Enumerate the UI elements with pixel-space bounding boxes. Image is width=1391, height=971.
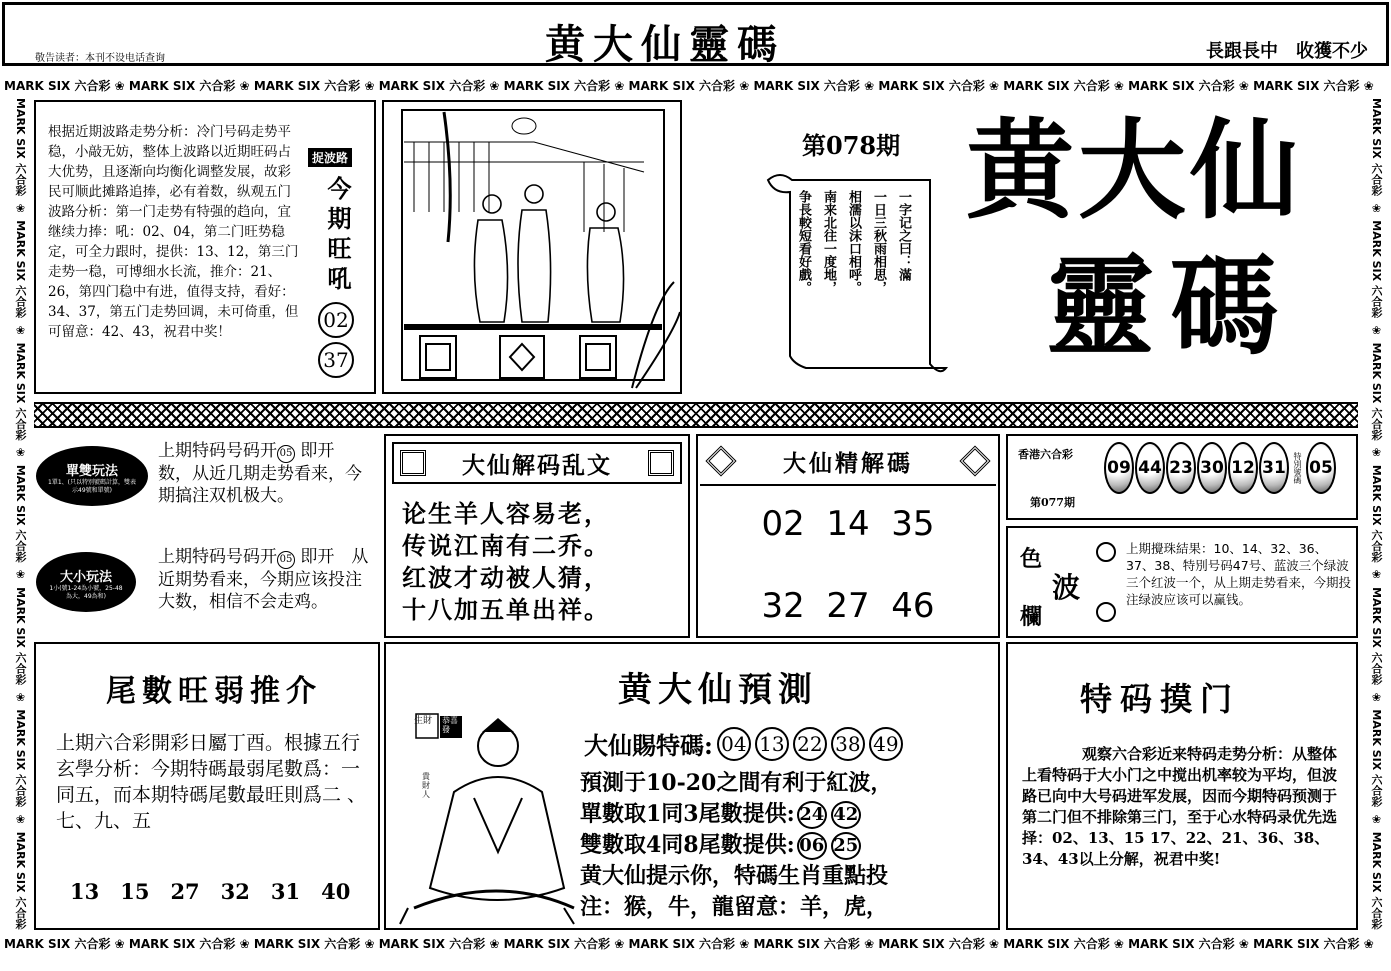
precise-row-2: 32 27 46 <box>761 586 935 626</box>
border-label: MARK SIX 六合彩 <box>14 464 27 563</box>
border-label: MARK SIX 六合彩 <box>753 79 860 93</box>
gift-number-1: 04 <box>717 727 751 761</box>
riddle-box <box>384 434 690 638</box>
wave-tag: 捉波路 <box>308 148 352 167</box>
flower-icon: ❀ <box>235 79 254 93</box>
color-wave-text: 上期攪珠結果：10、14、32、36、37、38、特別号码47号、蓝波三个绿波三个红波一个，从上期走势看来，今期投注绿波应该可以赢钱。 <box>1126 541 1352 607</box>
flower-icon: ❀ <box>1359 937 1374 951</box>
riddle-line-2: 传说江南有二乔。 <box>402 531 610 560</box>
riddle-lines <box>402 498 610 626</box>
border-label: MARK SIX 六合彩 <box>1370 220 1383 318</box>
flower-icon: ❀ <box>984 79 1004 93</box>
border-label: MARK SIX 六合彩 <box>753 937 860 951</box>
border-label: MARK SIX 六合彩 <box>878 937 985 951</box>
odd-number-1: 24 <box>797 801 827 829</box>
big-small-badge-note: 1小(號1-24為小號，25-48為大，49為和) <box>49 585 123 600</box>
predict-gift-row <box>584 726 903 761</box>
pattern-divider <box>34 402 1358 428</box>
circle-icon-bottom <box>1096 602 1116 622</box>
flower-icon: ❀ <box>610 79 629 93</box>
tail-numbers: 13 15 27 32 31 40 <box>70 879 351 904</box>
wave-number-2: 37 <box>318 342 354 378</box>
flower-icon: ❀ <box>360 79 379 93</box>
predict-odd-label: 單數取1同3尾數提供: <box>580 801 795 827</box>
predict-seal-3: 貴財人 <box>422 772 430 799</box>
big-title-line1: 黄大仙 <box>966 108 1303 234</box>
big-small-number: 05 <box>277 551 295 569</box>
border-label: MARK SIX 六合彩 <box>878 79 985 93</box>
poem-col-5: 争長較短看好戲。 <box>796 190 811 294</box>
odd-even-badge-label: 單雙玩法 <box>65 464 118 479</box>
flower-icon: ❀ <box>1370 809 1383 830</box>
border-label: MARK SIX 六合彩 <box>628 937 736 951</box>
hk-ball-2: 44 <box>1135 442 1165 494</box>
predict-gift-label: 大仙賜特碼: <box>584 731 713 760</box>
border-label: MARK SIX 六合彩 <box>378 79 486 93</box>
flower-icon: ❀ <box>1370 442 1383 463</box>
big-small-badge <box>36 552 136 612</box>
gift-number-5: 49 <box>869 727 903 761</box>
border-label: MARK SIX 六合彩 <box>1370 464 1383 563</box>
play-box <box>34 434 380 638</box>
predict-line-4: 黄大仙提示你，特碼生肖重點投 <box>580 863 889 889</box>
hk-special-ball: 05 <box>1306 442 1336 494</box>
flower-icon: ❀ <box>485 79 504 93</box>
hk-result-box <box>1006 434 1358 520</box>
diamond-icon-left <box>705 445 736 476</box>
flower-icon: ❀ <box>610 937 629 951</box>
hk-special-label: 特別號碼 <box>1293 452 1302 484</box>
square-icon-right <box>648 450 674 476</box>
border-label: MARK SIX 六合彩 <box>1003 937 1110 951</box>
top-border-strip <box>4 77 1387 97</box>
border-label: MARK SIX 六合彩 <box>253 79 361 93</box>
odd-even-number: 05 <box>277 445 295 463</box>
border-label: MARK SIX 六合彩 <box>1253 937 1360 951</box>
color-char-2: 波 <box>1052 571 1081 604</box>
flower-icon: ❀ <box>1234 79 1254 93</box>
color-wave-box <box>1006 526 1358 638</box>
predict-body <box>580 768 992 923</box>
sage-figure-icon <box>394 702 580 928</box>
hk-balls <box>1104 442 1336 494</box>
hk-ball-6: 31 <box>1259 442 1289 494</box>
predict-line-1: 預測于10-20之間有利于紅波， <box>580 770 893 796</box>
flower-icon: ❀ <box>735 79 754 93</box>
issue-label: 第078期 <box>802 131 901 160</box>
border-label: MARK SIX 六合彩 <box>14 98 27 196</box>
poem-col-4: 南来北往一度地， <box>821 190 836 294</box>
gift-number-4: 38 <box>831 727 865 761</box>
riddle-line-4: 十八加五单出祥。 <box>402 595 610 624</box>
left-border-strip <box>8 98 28 933</box>
flower-icon: ❀ <box>1234 937 1254 951</box>
big-small-rest: 即开 从近期势看来，今期应该投注大数，相信不会走鸡。 <box>158 547 369 612</box>
border-label: MARK SIX 六合彩 <box>503 79 611 93</box>
big-small-line1: 上期特码号码开 <box>158 547 277 567</box>
header-bar <box>2 2 1389 66</box>
flower-icon: ❀ <box>1370 319 1383 341</box>
poem-col-1: 一字记之曰：滿 <box>896 190 911 281</box>
bottom-border-strip <box>4 935 1387 955</box>
border-label: MARK SIX 六合彩 <box>128 937 236 951</box>
circle-icon-top <box>1096 542 1116 562</box>
predict-even-row <box>580 830 992 861</box>
border-label: MARK SIX 六合彩 <box>628 79 736 93</box>
flower-icon: ❀ <box>110 937 129 951</box>
flower-icon: ❀ <box>485 937 504 951</box>
flower-icon: ❀ <box>984 937 1004 951</box>
border-label: MARK SIX 六合彩 <box>253 937 361 951</box>
flower-icon <box>14 931 27 933</box>
border-label: MARK SIX 六合彩 <box>4 79 111 93</box>
odd-even-badge <box>36 446 148 506</box>
border-label: MARK SIX 六合彩 <box>14 709 27 808</box>
border-label: MARK SIX 六合彩 <box>1370 831 1383 930</box>
flower-icon: ❀ <box>1109 937 1129 951</box>
border-label: MARK SIX 六合彩 <box>1003 79 1110 93</box>
predict-seal-1: 生財 <box>414 716 433 726</box>
flower-icon: ❀ <box>14 809 27 830</box>
border-label: MARK SIX 六合彩 <box>1128 937 1235 951</box>
border-label: MARK SIX 六合彩 <box>14 342 27 441</box>
odd-even-line1: 上期特码号码开 <box>158 441 277 461</box>
flower-icon: ❀ <box>1109 79 1129 93</box>
flower-icon: ❀ <box>859 937 879 951</box>
border-label: MARK SIX 六合彩 <box>1370 587 1383 685</box>
header-slogan: 長跟長中 收獲不少 <box>1206 41 1368 62</box>
hk-ball-4: 30 <box>1197 442 1227 494</box>
riddle-line-1: 论生羊人容易老， <box>402 499 610 528</box>
flower-icon: ❀ <box>14 564 27 586</box>
predict-title: 黄大仙預測 <box>618 670 818 710</box>
predict-line-5: 注：猴，牛，龍留意：羊，虎， <box>580 894 889 920</box>
color-char-3: 欄 <box>1020 604 1043 630</box>
hk-ball-5: 12 <box>1228 442 1258 494</box>
hk-ball-3: 23 <box>1166 442 1196 494</box>
wave-analysis-box <box>34 100 376 394</box>
flower-icon: ❀ <box>360 937 379 951</box>
hk-ball-1: 09 <box>1104 442 1134 494</box>
border-label: MARK SIX 六合彩 <box>1370 709 1383 808</box>
border-label: MARK SIX 六合彩 <box>503 937 611 951</box>
odd-even-badge-note: 1單1、(只以特別號碼計算，雙表示49號和單號) <box>48 479 136 494</box>
odd-even-text <box>158 440 376 507</box>
predict-even-label: 雙數取4同8尾數提供: <box>580 832 795 858</box>
hk-label: 香港六合彩 <box>1018 448 1073 461</box>
door-title: 特码摸门 <box>1080 680 1241 718</box>
issue-area <box>690 100 960 394</box>
flower-icon: ❀ <box>1359 79 1374 93</box>
border-label: MARK SIX 六合彩 <box>378 937 486 951</box>
border-label: MARK SIX 六合彩 <box>1370 98 1383 196</box>
precise-row-1: 02 14 35 <box>761 504 935 544</box>
diamond-icon-right <box>959 445 990 476</box>
square-icon-left <box>400 450 426 476</box>
color-char-1: 色 <box>1020 546 1043 572</box>
flower-icon: ❀ <box>1370 197 1383 219</box>
issue-poem <box>794 190 913 380</box>
even-number-1: 06 <box>797 832 827 860</box>
flower-icon: ❀ <box>14 319 27 341</box>
flower-icon: ❀ <box>235 937 254 951</box>
precise-title: 大仙精解碼 <box>783 449 913 477</box>
border-label: MARK SIX 六合彩 <box>128 79 236 93</box>
predict-seal-2: 恭喜發 <box>442 716 458 734</box>
right-border-strip <box>1364 98 1384 933</box>
riddle-line-3: 红波才动被人猜， <box>402 563 610 592</box>
border-label: MARK SIX 六合彩 <box>1128 79 1235 93</box>
door-text: 观察六合彩近来特码走势分析：从整体上看特码于大小门之中搅出机率较为平均，但波路已向中大号码进军发展，因而今期特码预测于第二门但不排除第三门，至于心水特码录优先选择：02、13、15 17、22、21、36、38、34、43以上分解，祝君中奖! <box>1022 745 1338 868</box>
flower-icon: ❀ <box>110 79 129 93</box>
border-label: MARK SIX 六合彩 <box>14 587 27 685</box>
odd-number-2: 42 <box>831 801 861 829</box>
flower-icon: ❀ <box>1370 686 1383 708</box>
flower-icon: ❀ <box>14 197 27 219</box>
flower-icon: ❀ <box>14 442 27 463</box>
flower-icon <box>1370 931 1383 933</box>
wave-number-1: 02 <box>318 302 354 338</box>
tail-text: 上期六合彩開彩日屬丁酉。根據五行玄學分析：今期特碼最弱尾數爲：一同五，而本期特碼尾數最旺則爲二 、七、九、五 <box>56 732 367 832</box>
predict-odd-row <box>580 799 992 830</box>
scene-illustration <box>382 100 682 394</box>
scene-drawing <box>384 102 680 392</box>
precise-box <box>696 434 1000 638</box>
header-title: 黄大仙靈碼 <box>545 21 785 68</box>
big-title-line2: 靈碼 <box>1046 244 1295 370</box>
border-label: MARK SIX 六合彩 <box>14 220 27 318</box>
big-small-text <box>158 546 376 613</box>
big-title <box>966 106 1356 396</box>
riddle-title-bar <box>392 442 682 484</box>
border-label: MARK SIX 六合彩 <box>1370 342 1383 441</box>
even-number-2: 25 <box>831 832 861 860</box>
header-notice: 敬告读者：本刊不设电话查询 <box>35 53 165 64</box>
poem-col-2: 一日三秋雨相思， <box>871 190 886 294</box>
flower-icon: ❀ <box>859 79 879 93</box>
tail-title: 尾數旺弱推介 <box>106 674 322 709</box>
border-label: MARK SIX 六合彩 <box>14 831 27 930</box>
poem-col-3: 相濡以沫口相呼。 <box>846 190 861 294</box>
hk-issue: 第077期 <box>1030 496 1075 509</box>
flower-icon: ❀ <box>1370 564 1383 586</box>
predict-box <box>384 642 1000 930</box>
odd-even-rest: 即开 数，从近几期走势看来，今期搞注双机极大。 <box>158 441 362 506</box>
flower-icon: ❀ <box>14 686 27 708</box>
big-small-badge-label: 大小玩法 <box>59 570 112 585</box>
precise-title-bar <box>700 438 996 486</box>
flower-icon: ❀ <box>735 937 754 951</box>
border-label: MARK SIX 六合彩 <box>1253 79 1360 93</box>
wave-vertical-title: 今期旺吼 <box>323 176 352 296</box>
gift-number-3: 22 <box>793 727 827 761</box>
wave-analysis-text: 根据近期波路走势分析：冷门号码走势平稳，小敲无妨，整体上波路以近期旺码占大优势，且逐渐向均衡化调整发展，故彩民可顺此摊路追捧，必有着数，纵观五门波路分析：第一门走势有特强的趋向，宜继续力捧：吼：02、04，第二门旺势稳定，可全力跟时，提供：13、12，第三门走势一稳，可博细水长流，推介：21、26，第四门稳中有进，值得支持，看好：34、37，第五门走势回调，未可倚重，但可留意：42、43，祝君中奖！ <box>48 124 299 340</box>
gift-number-2: 13 <box>755 727 789 761</box>
riddle-title: 大仙解码乱文 <box>462 451 612 479</box>
border-label: MARK SIX 六合彩 <box>4 937 111 951</box>
tail-box <box>34 642 380 930</box>
door-box <box>1006 642 1358 930</box>
